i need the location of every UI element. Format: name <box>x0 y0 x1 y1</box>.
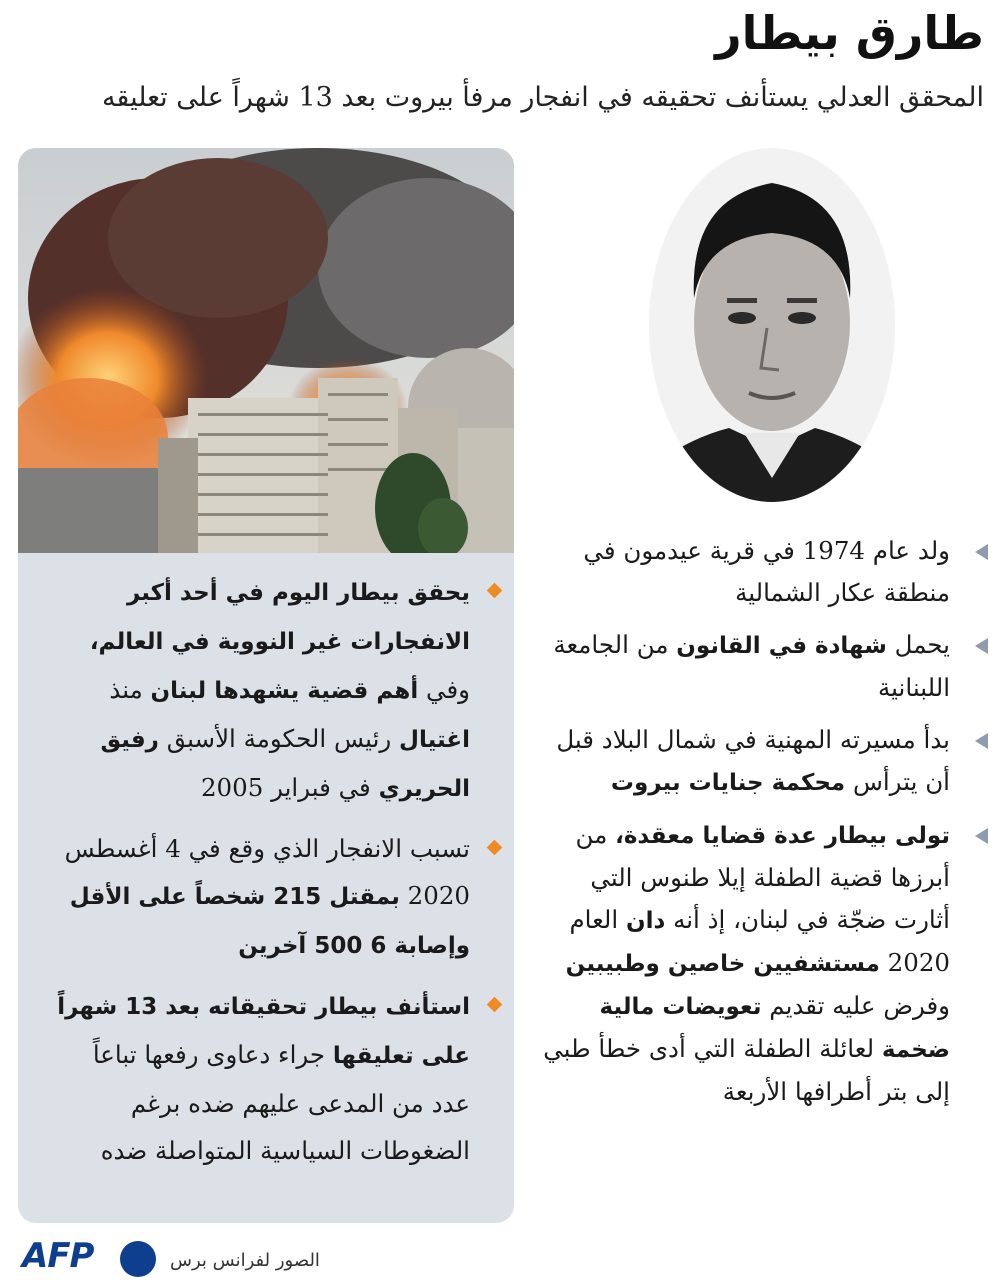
fact-text <box>65 834 470 959</box>
afp-logo-text: AFP <box>22 1236 94 1276</box>
fact-item <box>50 568 470 813</box>
fact-segment-plain: في فبراير 2005 <box>200 773 379 802</box>
bio-segment-plain: من الجامعة اللبنانية <box>553 630 950 702</box>
bio-segment-plain: ولد عام 1974 في قرية عيدمون في منطقة عكار الشمالية <box>583 536 950 607</box>
fact-text <box>57 991 470 1165</box>
fact-text <box>90 577 470 802</box>
afp-logo-dot-icon <box>120 1241 156 1277</box>
bio-segment-plain: العام 2020 <box>569 905 950 977</box>
fact-segment-plain: جراء دعاوى رفعها تباعاً عدد من المدعى عليهم ضده برغم الضغوطات السياسية المتواصلة ضده <box>92 1040 470 1165</box>
fact-segment-bold: أهم قضية يشهدها لبنان <box>150 678 419 704</box>
diamond-bullet-icon <box>487 583 503 599</box>
fact-segment-plain: رئيس الحكومة الأسبق <box>158 724 400 753</box>
triangle-bullet-icon <box>975 733 988 749</box>
bio-item <box>540 719 950 804</box>
bio-list <box>540 530 950 1123</box>
explosion-photo <box>18 148 514 553</box>
bio-segment-plain: من أبرزها قضية الطفلة إيلا طنوس التي أثارت ضجّة في لبنان، إذ أنه <box>575 820 950 934</box>
photo-credit: الصور لفرانس برس <box>170 1250 320 1271</box>
diamond-bullet-icon <box>487 840 503 856</box>
facts-list <box>50 568 470 1186</box>
fact-segment-plain: منذ <box>109 675 151 704</box>
bio-segment-bold: تعويضات مالية ضخمة <box>599 994 950 1063</box>
bio-text <box>543 820 950 1106</box>
fact-segment-plain: وفي <box>418 675 470 704</box>
fact-segment-bold: يحقق بيطار اليوم في أحد أكبر الانفجارات غير النووية في العالم، <box>89 580 470 655</box>
bio-text <box>553 630 950 702</box>
bio-segment-bold: مستشفيين خاصين وطبيبين <box>565 951 880 977</box>
explosion-facts-panel <box>18 148 514 1223</box>
triangle-bullet-icon <box>975 544 988 560</box>
bio-item <box>540 814 950 1113</box>
bio-segment-plain: لعائلة الطفلة التي أدى خطأ طبي إلى بتر أطرافها الأربعة <box>543 1034 950 1106</box>
fact-segment-bold: بمقتل 215 شخصاً على الأقل وإصابة 6 500 آخرين <box>69 884 470 959</box>
bio-segment-plain: يحمل <box>886 630 950 659</box>
bio-item <box>540 530 950 614</box>
bio-item <box>540 624 950 709</box>
triangle-bullet-icon <box>975 638 988 654</box>
bio-text <box>583 536 950 607</box>
bio-segment-bold: محكمة جنايات بيروت <box>610 770 846 796</box>
page-subtitle: المحقق العدلي يستأنف تحقيقه في انفجار مرفأ بيروت بعد 13 شهراً على تعليقه <box>101 82 984 113</box>
bio-segment-plain: بدأ مسيرته المهنية في شمال البلاد قبل أن يترأس <box>556 725 950 796</box>
bio-text <box>556 725 950 796</box>
portrait-photo <box>649 148 895 502</box>
diamond-bullet-icon <box>487 997 503 1013</box>
bio-segment-bold: تولى بيطار عدة قضايا معقدة، <box>615 823 950 849</box>
bio-segment-bold: شهادة في القانون <box>676 633 887 659</box>
fact-segment-bold: رفيق الحريري <box>100 727 470 802</box>
fact-item <box>50 825 470 970</box>
fact-item <box>50 982 470 1174</box>
bio-segment-bold: دان <box>625 908 666 934</box>
fact-segment-bold: اغتيال <box>399 727 470 753</box>
fact-segment-plain: تسبب الانفجار الذي وقع في 4 أغسطس 2020 <box>64 834 470 910</box>
bio-segment-plain: وفرض عليه تقديم <box>761 991 950 1020</box>
fact-segment-bold: استأنف بيطار تحقيقاته بعد 13 شهراً على تعليقها <box>57 994 470 1069</box>
page-title: طارق بيطار <box>715 6 984 60</box>
triangle-bullet-icon <box>975 828 988 844</box>
